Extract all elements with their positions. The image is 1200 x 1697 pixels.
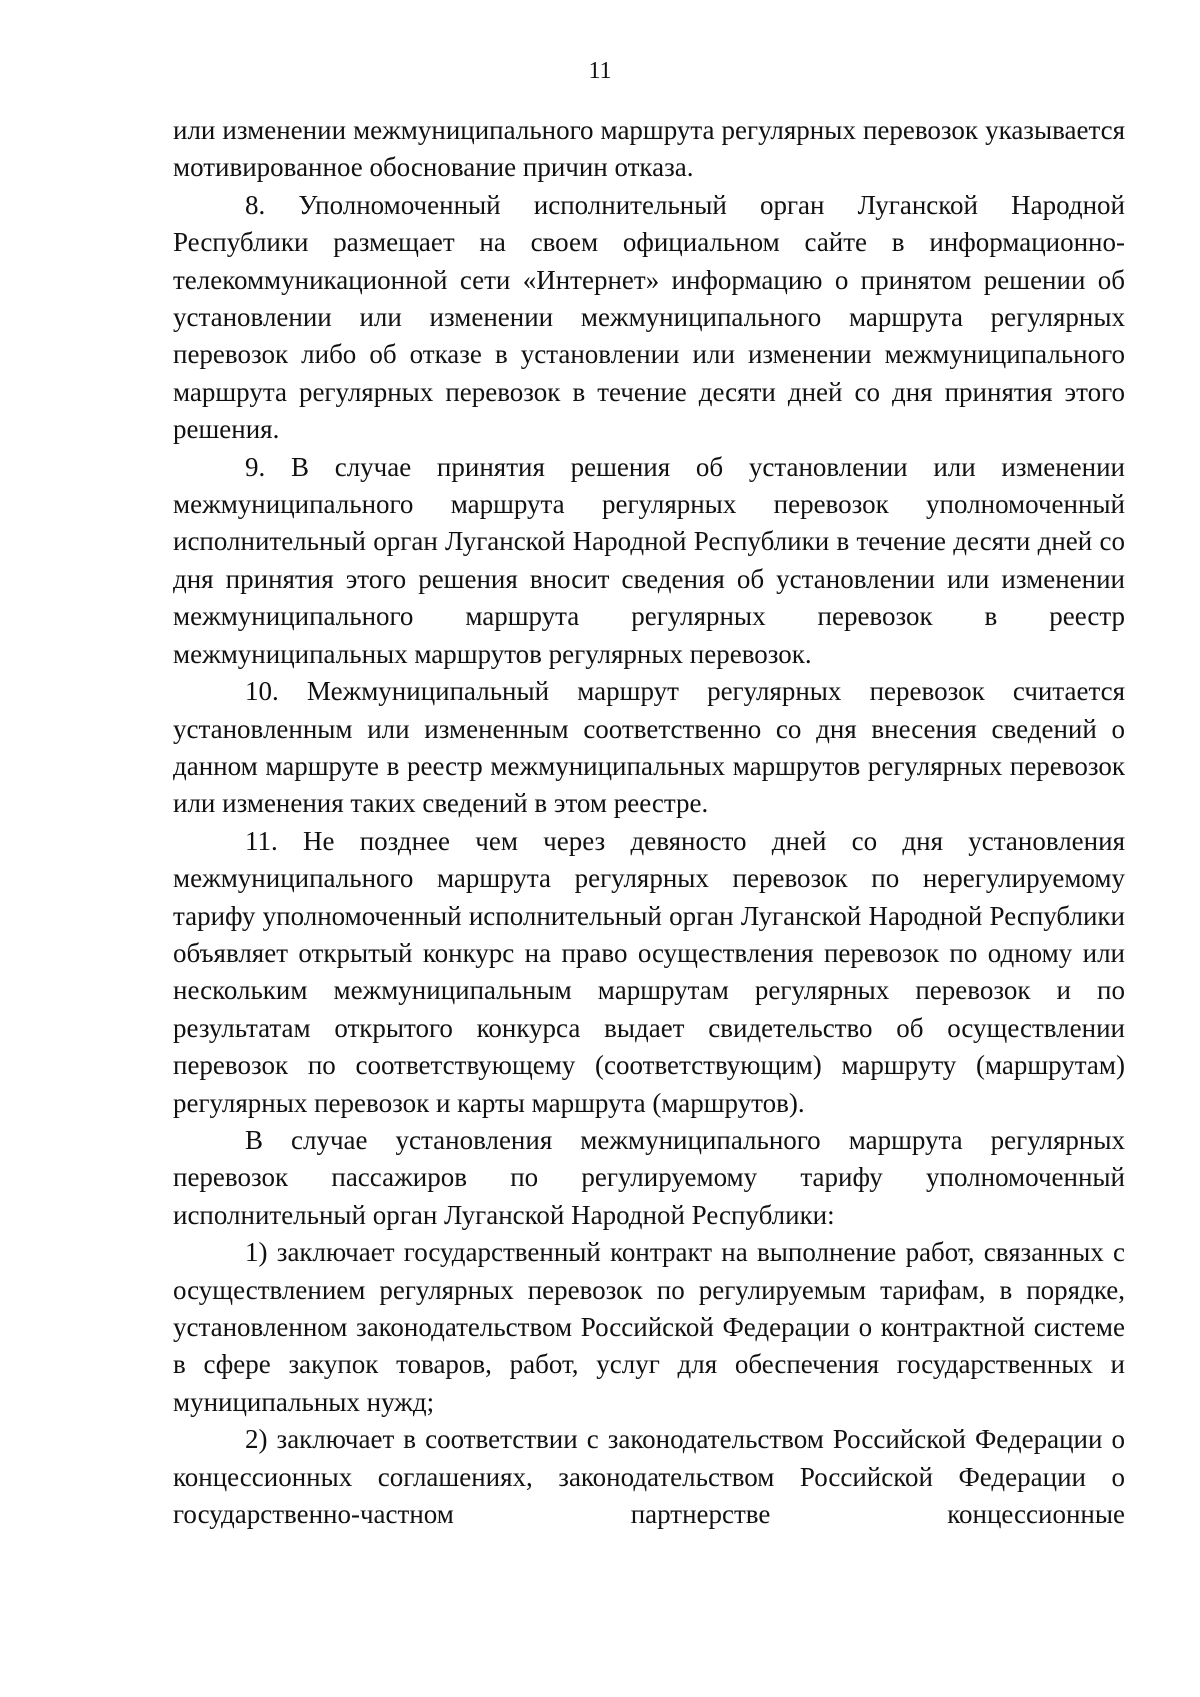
paragraph-item-9: 9. В случае принятия решения об установлении или изменении межмуниципального маршрута регулярных перевозок уполномоченный исполнительный орган Луганской Народной Республики в течение десяти дней со дня принятия этого решения вносит сведения об установлении или изменении межмуниципального маршрута регулярных перевозок в реестр межмуниципальных маршрутов регулярных перевозок. <box>173 451 1125 669</box>
page-number: 11 <box>588 58 612 84</box>
paragraph-subitem-1: 1) заключает государственный контракт на выполнение работ, связанных с осуществлением регулярных перевозок по регулируемым тарифам, в порядке, установленном законодательством Российской Федерации о контрактной системе в сфере закупок товаров, работ, услуг для обеспечения государственных и муниципальных нужд; <box>173 1237 1125 1417</box>
paragraph-regulated-tariff: В случае установления межмуниципального маршрута регулярных перевозок пассажиров по регулируемому тарифу уполномоченный исполнительный орган Луганской Народной Республики: <box>173 1124 1125 1230</box>
paragraph-item-10: 10. Межмуниципальный маршрут регулярных перевозок считается установленным или измененным соответственно со дня внесения сведений о данном маршруте в реестр межмуниципальных маршрутов регулярных перевозок или изменения таких сведений в этом реестре. <box>173 676 1125 819</box>
paragraph-subitem-2: 2) заключает в соответствии с законодательством Российской Федерации о концессионных соглашениях, законодательством Российской Федерации о государственно-частном партнерстве концессионные <box>173 1424 1125 1530</box>
paragraph-item-8: 8. Уполномоченный исполнительный орган Луганской Народной Республики размещает на своем официальном сайте в информационно-телекоммуникационной сети «Интернет» информацию о принятом решении об установлении или изменении межмуниципального маршрута регулярных перевозок либо об отказе в установлении или изменении межмуниципального маршрута регулярных перевозок в течение десяти дней со дня принятия этого решения. <box>173 189 1125 445</box>
document-body <box>173 112 1125 1533</box>
paragraph-continuation: или изменении межмуниципального маршрута регулярных перевозок указывается мотивированное обоснование причин отказа. <box>173 115 1125 183</box>
paragraph-item-11: 11. Не позднее чем через девяносто дней со дня установления межмуниципального маршрута регулярных перевозок по нерегулируемому тарифу уполномоченный исполнительный орган Луганской Народной Республики объявляет открытый конкурс на право осуществления перевозок по одному или нескольким межмуниципальным маршрутам регулярных перевозок и по результатам открытого конкурса выдает свидетельство об осуществлении перевозок по соответствующему (соответствующим) маршруту (маршрутам) регулярных перевозок и карты маршрута (маршрутов). <box>173 825 1125 1118</box>
